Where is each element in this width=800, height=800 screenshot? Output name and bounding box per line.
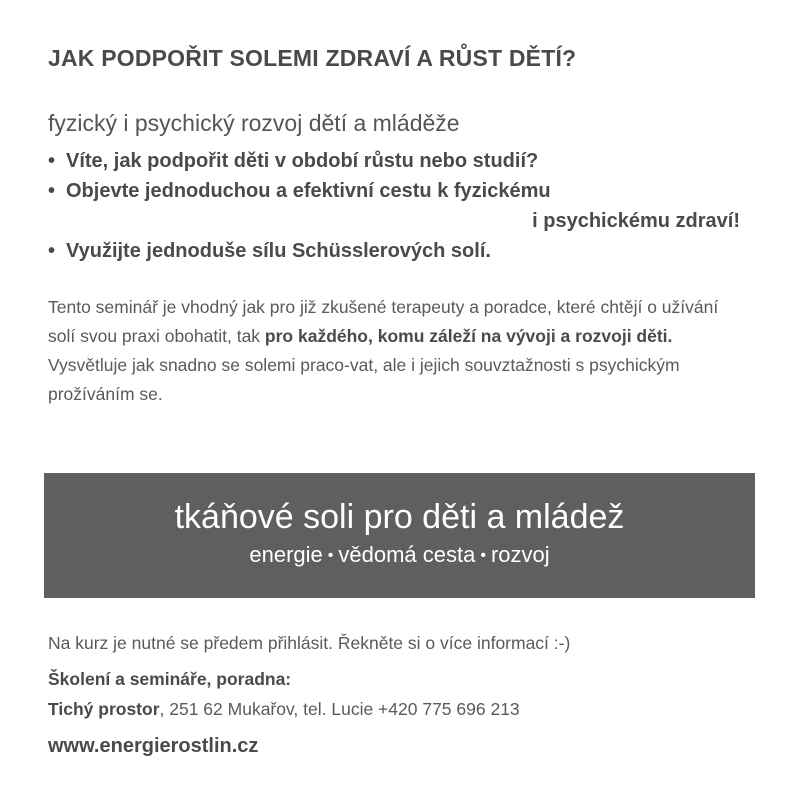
banner-separator: • (480, 547, 486, 564)
website-link[interactable]: www.energierostlin.cz (48, 735, 259, 757)
course-banner (44, 473, 755, 598)
list-item (48, 176, 748, 236)
list-item-continuation: i psychickému zdraví! (532, 210, 740, 232)
list-item-text: Využijte jednoduše sílu Schüsslerových solí. (66, 240, 491, 262)
list-item-text: Objevte jednoduchou a efektivní cestu k fyzickému (66, 180, 551, 202)
banner-subtitle (44, 541, 755, 570)
organizer-label: Školení a semináře, poradna: (48, 669, 292, 689)
intro-text-start: Tento seminář je vhodný jak pro již zkušené terapeuty a poradce, které chtějí o užívání solí svou praxi obohatit, tak (48, 297, 719, 346)
bullet-marker: • (48, 240, 56, 262)
venue-name: Tichý prostor (48, 699, 160, 719)
intro-paragraph (48, 293, 748, 409)
bullet-marker: • (48, 150, 56, 172)
venue-details: , 251 62 Mukařov, tel. Lucie +420 775 696 213 (159, 699, 520, 719)
bullet-marker: • (48, 180, 56, 202)
contact-line (48, 699, 520, 720)
list-item (48, 236, 748, 266)
intro-text-end: Vysvětluje jak snadno se solemi praco-vat, ale i jejich souvztažnosti s psychickým prožíváním se. (48, 355, 680, 404)
list-item (48, 146, 748, 176)
banner-keyword: vědomá cesta (338, 542, 476, 567)
banner-keyword: rozvoj (490, 542, 550, 567)
banner-title: tkáňové soli pro děti a mládež (174, 498, 625, 536)
registration-note: Na kurz je nutné se předem přihlásit. Řekněte si o více informací :-) (48, 633, 571, 653)
page-title: JAK PODPOŘIT SOLEMI ZDRAVÍ A RŮST DĚTÍ? (48, 45, 577, 71)
page-subtitle: fyzický i psychický rozvoj dětí a mláděže (48, 110, 460, 136)
banner-keyword: energie (249, 542, 323, 567)
intro-highlight: pro každého, komu záleží na vývoji a rozvoji děti. (264, 326, 673, 346)
list-item-text: Víte, jak podpořit děti v období růstu nebo studií? (66, 150, 539, 172)
banner-separator: • (327, 547, 334, 564)
benefit-list (48, 146, 748, 266)
